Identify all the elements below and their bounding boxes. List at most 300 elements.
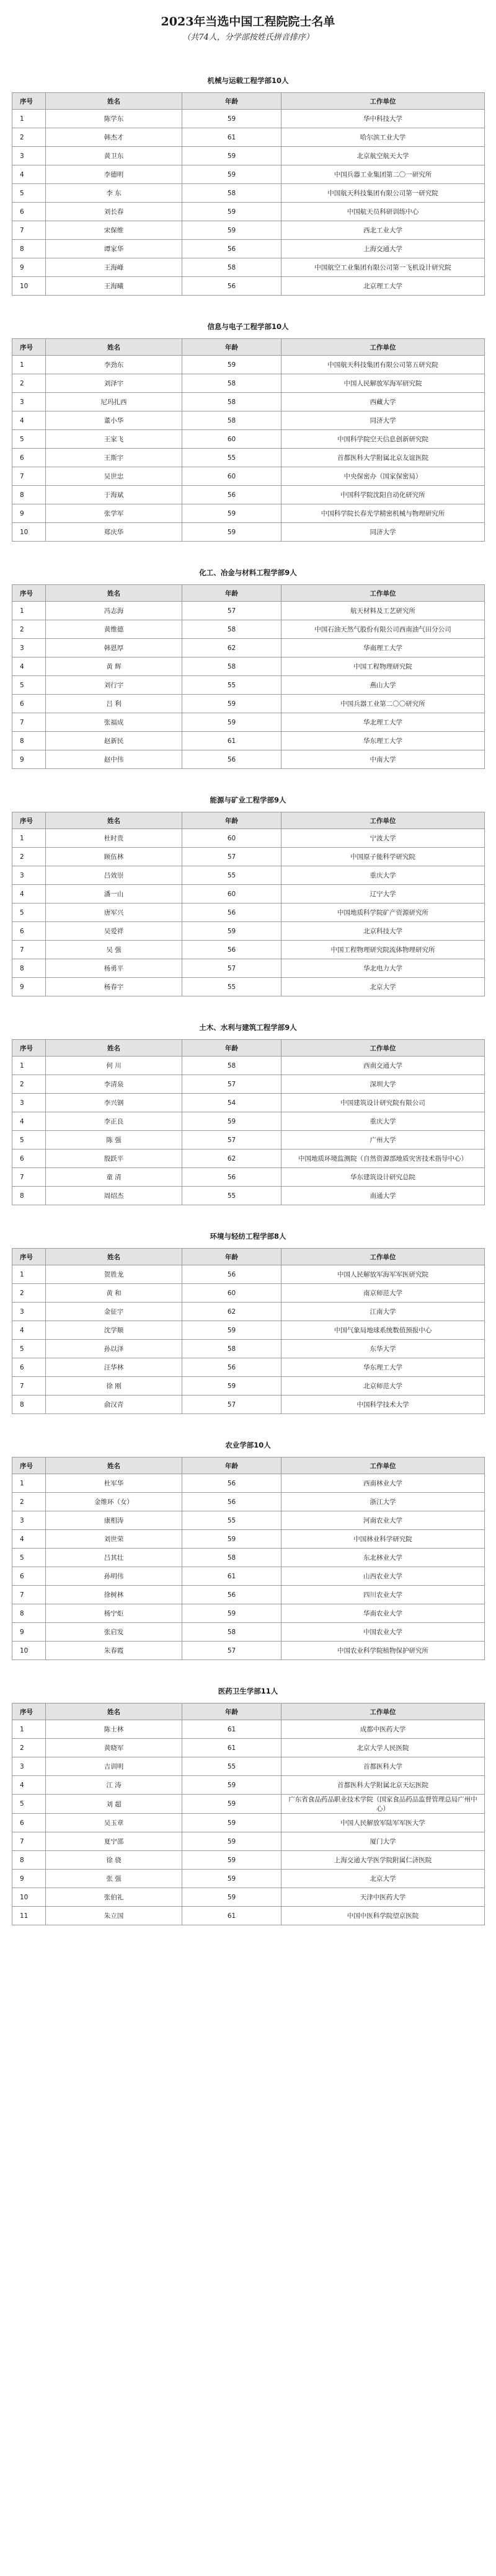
table-row [12,147,485,165]
table-header-row [12,93,485,110]
table-row [12,221,485,240]
member-org: 中国农业大学 [281,1623,485,1642]
header-org: 工作单位 [281,812,485,829]
member-age: 59 [182,713,281,732]
row-index: 2 [12,128,46,147]
member-name: 张学军 [46,504,182,523]
section-title: 化工、冶金与材料工程学部9人 [199,568,297,577]
member-age: 56 [182,277,281,296]
member-org: 河南农业大学 [281,1511,485,1530]
member-org: 中国科学院空天信息创新研究院 [281,430,485,449]
member-age: 58 [182,1623,281,1642]
member-org: 西南交通大学 [281,1057,485,1075]
member-age: 57 [182,848,281,866]
member-name: 冯志海 [46,602,182,620]
row-index: 5 [12,903,46,922]
member-name: 刘长春 [46,203,182,221]
row-index: 8 [12,240,46,258]
member-name: 张福成 [46,713,182,732]
table-row [12,1168,485,1187]
member-org: 中国原子能科学研究院 [281,848,485,866]
row-index: 10 [12,277,46,296]
member-org: 哈尔滨工业大学 [281,128,485,147]
member-name: 唐军兴 [46,903,182,922]
member-org: 北京理工大学 [281,277,485,296]
table-header-row [12,1703,485,1720]
member-age: 58 [182,258,281,277]
member-org: 华北电力大学 [281,959,485,978]
member-age: 55 [182,978,281,996]
member-name: 刘 超 [46,1795,182,1814]
row-index: 7 [12,1377,46,1396]
section-title: 机械与运载工程学部10人 [207,76,289,85]
member-org: 南通大学 [281,1187,485,1205]
member-org: 东北林业大学 [281,1549,485,1567]
member-age: 60 [182,829,281,848]
table-row [12,393,485,411]
row-index: 2 [12,1739,46,1757]
member-age: 54 [182,1094,281,1112]
member-age: 56 [182,750,281,769]
member-age: 57 [182,1131,281,1150]
row-index: 3 [12,1303,46,1321]
member-org: 首都医科大学附属北京友谊医院 [281,449,485,467]
member-org: 中国建筑设计研究院有限公司 [281,1094,485,1112]
table-row [12,903,485,922]
table-row [12,1340,485,1358]
member-org: 广州大学 [281,1131,485,1150]
table-row [12,128,485,147]
row-index: 1 [12,110,46,128]
member-name: 刘世荣 [46,1530,182,1549]
member-name: 谭家华 [46,240,182,258]
member-name: 吉训明 [46,1757,182,1776]
table-row [12,1094,485,1112]
header-age: 年龄 [182,1703,281,1720]
member-name: 贺胜龙 [46,1265,182,1284]
member-org: 北京航空航天大学 [281,147,485,165]
member-name: 赵中伟 [46,750,182,769]
member-org: 山西农业大学 [281,1567,485,1586]
member-age: 56 [182,1493,281,1511]
row-index: 4 [12,1321,46,1340]
table-row [12,467,485,486]
member-org: 重庆大学 [281,1112,485,1131]
row-index: 2 [12,1075,46,1094]
member-name: 杜时贵 [46,829,182,848]
header-index: 序号 [12,93,46,110]
member-age: 58 [182,620,281,639]
section [0,1231,496,1414]
member-org: 华东建筑设计研究总院 [281,1168,485,1187]
member-org: 中国兵器工业集团第二〇一研究所 [281,165,485,184]
member-name: 金维环（女） [46,1493,182,1511]
member-org: 四川农业大学 [281,1586,485,1604]
header-age: 年龄 [182,1457,281,1474]
member-org: 上海交通大学医学院附属仁济医院 [281,1851,485,1870]
member-org: 中国兵器工业第二〇〇研究所 [281,695,485,713]
member-age: 59 [182,165,281,184]
table-row [12,258,485,277]
member-name: 韩恩厚 [46,639,182,657]
member-age: 61 [182,1567,281,1586]
member-org: 中国工程物理研究院 [281,657,485,676]
header-index: 序号 [12,812,46,829]
member-age: 57 [182,1075,281,1094]
table-row [12,1567,485,1586]
member-age: 62 [182,1150,281,1168]
member-name: 徐树林 [46,1586,182,1604]
row-index: 3 [12,1757,46,1776]
row-index: 2 [12,1493,46,1511]
table-row [12,1057,485,1075]
table-row [12,1150,485,1168]
table-row [12,1131,485,1150]
row-index: 1 [12,1720,46,1739]
row-index: 2 [12,848,46,866]
member-name: 江 涛 [46,1776,182,1795]
header-index: 序号 [12,585,46,602]
row-index: 1 [12,829,46,848]
member-org: 中国航天科技集团有限公司第五研究院 [281,356,485,374]
member-name: 杜军华 [46,1474,182,1493]
member-org: 西南林业大学 [281,1474,485,1493]
member-name: 张 强 [46,1870,182,1888]
table-header-row [12,585,485,602]
header-index: 序号 [12,339,46,356]
row-index: 4 [12,1530,46,1549]
member-name: 孙以泽 [46,1340,182,1358]
member-org: 中国石油天然气股份有限公司西南油气田分公司 [281,620,485,639]
table-row [12,1832,485,1851]
row-index: 9 [12,504,46,523]
members-table [12,812,485,996]
row-index: 6 [12,922,46,941]
table-row [12,203,485,221]
member-name: 黄维德 [46,620,182,639]
row-index: 8 [12,732,46,750]
table-row [12,1265,485,1284]
section-title: 农业学部10人 [225,1441,271,1449]
row-index: 6 [12,1814,46,1832]
table-row [12,523,485,542]
member-name: 黄 辉 [46,657,182,676]
member-org: 广东省食品药品职业技术学院（国家食品药品监督管理总局广州中心） [281,1795,485,1814]
row-index: 1 [12,602,46,620]
table-row [12,374,485,393]
member-age: 58 [182,374,281,393]
row-index: 9 [12,1623,46,1642]
member-name: 李清泉 [46,1075,182,1094]
table-row [12,110,485,128]
member-org: 江南大学 [281,1303,485,1321]
member-org: 中国工程物理研究院流体物理研究所 [281,941,485,959]
table-row [12,602,485,620]
header-name: 姓名 [46,93,182,110]
member-org: 华东理工大学 [281,1358,485,1377]
table-row [12,1530,485,1549]
member-age: 57 [182,1396,281,1414]
member-age: 58 [182,1057,281,1075]
table-row [12,732,485,750]
member-org: 首都医科大学附属北京天坛医院 [281,1776,485,1795]
member-age: 59 [182,695,281,713]
row-index: 3 [12,866,46,885]
member-name: 韩杰才 [46,128,182,147]
member-org: 同济大学 [281,411,485,430]
row-index: 1 [12,1057,46,1075]
member-name: 杨宁炬 [46,1604,182,1623]
table-row [12,165,485,184]
member-age: 59 [182,1604,281,1623]
row-index: 1 [12,356,46,374]
table-row [12,277,485,296]
table-row [12,866,485,885]
row-index: 7 [12,1168,46,1187]
member-age: 58 [182,411,281,430]
member-org: 浙江大学 [281,1493,485,1511]
table-row [12,1623,485,1642]
member-org: 中国人民解放军海军军医研究院 [281,1265,485,1284]
header-name: 姓名 [46,1249,182,1265]
member-name: 尼玛扎西 [46,393,182,411]
row-index: 6 [12,1567,46,1586]
member-org: 中国气象局地球系统数值预报中心 [281,1321,485,1340]
member-name: 王海峰 [46,258,182,277]
member-age: 61 [182,1739,281,1757]
member-name: 杨春宇 [46,978,182,996]
table-row [12,1604,485,1623]
section [0,568,496,769]
member-name: 徐 骁 [46,1851,182,1870]
member-name: 李劲东 [46,356,182,374]
member-age: 58 [182,1549,281,1567]
member-name: 李 东 [46,184,182,203]
member-name: 康相涛 [46,1511,182,1530]
row-index: 2 [12,374,46,393]
table-row [12,1720,485,1739]
member-name: 刘泽宇 [46,374,182,393]
document-title: 2023年当选中国工程院院士名单 [161,15,335,29]
table-row [12,1888,485,1907]
table-row [12,1586,485,1604]
member-name: 王海曦 [46,277,182,296]
member-age: 55 [182,449,281,467]
row-index: 8 [12,1396,46,1414]
table-row [12,1493,485,1511]
member-org: 中国林业科学研究院 [281,1530,485,1549]
member-org: 华北理工大学 [281,713,485,732]
member-org: 中国地质环境监测院（自然资源部地质灾害技术指导中心） [281,1150,485,1168]
document-subtitle: （共74人，分学部按姓氏拼音排序） [182,33,314,42]
header-org: 工作单位 [281,585,485,602]
member-org: 同济大学 [281,523,485,542]
member-org: 宁波大学 [281,829,485,848]
members-table [12,1039,485,1205]
row-index: 5 [12,1131,46,1150]
header-index: 序号 [12,1457,46,1474]
member-org: 中国航天科技集团有限公司第一研究院 [281,184,485,203]
row-index: 4 [12,657,46,676]
member-name: 朱立国 [46,1907,182,1925]
member-name: 孙明伟 [46,1567,182,1586]
row-index: 3 [12,1094,46,1112]
row-index: 8 [12,1851,46,1870]
member-name: 张启发 [46,1623,182,1642]
table-row [12,1187,485,1205]
table-row [12,1284,485,1303]
member-age: 59 [182,110,281,128]
header-org: 工作单位 [281,93,485,110]
section-title: 环境与轻纺工程学部8人 [210,1232,286,1241]
table-row [12,1303,485,1321]
member-age: 56 [182,941,281,959]
member-age: 59 [182,1814,281,1832]
table-header-row [12,812,485,829]
row-index: 7 [12,941,46,959]
row-index: 4 [12,1112,46,1131]
member-age: 55 [182,866,281,885]
members-table [12,584,485,769]
header-name: 姓名 [46,585,182,602]
member-org: 西北工业大学 [281,221,485,240]
row-index: 9 [12,1870,46,1888]
member-name: 宋保维 [46,221,182,240]
member-name: 赵新民 [46,732,182,750]
section [0,1440,496,1660]
member-age: 61 [182,1907,281,1925]
header-name: 姓名 [46,339,182,356]
table-row [12,184,485,203]
header-name: 姓名 [46,1457,182,1474]
member-age: 56 [182,240,281,258]
table-row [12,1358,485,1377]
member-org: 中国人民解放军陆军军医大学 [281,1814,485,1832]
member-age: 59 [182,1530,281,1549]
row-index: 5 [12,1549,46,1567]
member-age: 59 [182,1112,281,1131]
member-name: 殷跃平 [46,1150,182,1168]
member-org: 中国科学院沈阳自动化研究所 [281,486,485,504]
section-title: 信息与电子工程学部10人 [207,322,289,331]
row-index: 5 [12,676,46,695]
member-org: 首都医科大学 [281,1757,485,1776]
row-index: 4 [12,885,46,903]
member-age: 59 [182,922,281,941]
member-name: 金征宇 [46,1303,182,1321]
member-org: 中国中医科学院望京医院 [281,1907,485,1925]
member-age: 59 [182,1377,281,1396]
section [0,322,496,542]
table-row [12,1511,485,1530]
header-org: 工作单位 [281,1703,485,1720]
member-org: 中国科学技术大学 [281,1396,485,1414]
row-index: 3 [12,639,46,657]
member-name: 陈 强 [46,1131,182,1150]
row-index: 3 [12,1511,46,1530]
member-name: 吴 强 [46,941,182,959]
table-row [12,504,485,523]
header-age: 年龄 [182,339,281,356]
table-row [12,430,485,449]
header-age: 年龄 [182,1249,281,1265]
members-table [12,92,485,296]
member-org: 北京大学人民医院 [281,1739,485,1757]
row-index: 7 [12,1832,46,1851]
table-row [12,1757,485,1776]
header-age: 年龄 [182,585,281,602]
member-org: 华东理工大学 [281,732,485,750]
table-row [12,620,485,639]
member-age: 58 [182,393,281,411]
member-name: 吴爱祥 [46,922,182,941]
member-name: 陈士林 [46,1720,182,1739]
header-org: 工作单位 [281,1249,485,1265]
table-header-row [12,1040,485,1057]
table-row [12,1549,485,1567]
table-row [12,1776,485,1795]
member-org: 华南理工大学 [281,639,485,657]
member-age: 59 [182,221,281,240]
member-age: 59 [182,1851,281,1870]
member-org: 中央保密办（国家保密局） [281,467,485,486]
member-age: 60 [182,467,281,486]
member-org: 北京师范大学 [281,1377,485,1396]
member-age: 57 [182,959,281,978]
member-name: 吕其壮 [46,1549,182,1567]
section [0,76,496,296]
member-age: 55 [182,1757,281,1776]
members-table [12,1703,485,1925]
member-age: 56 [182,1586,281,1604]
members-table [12,1248,485,1414]
member-name: 童 清 [46,1168,182,1187]
member-age: 59 [182,356,281,374]
row-index: 10 [12,1642,46,1660]
member-org: 厦门大学 [281,1832,485,1851]
members-table [12,338,485,542]
table-row [12,1112,485,1131]
member-org: 北京大学 [281,1870,485,1888]
member-org: 北京大学 [281,978,485,996]
member-age: 59 [182,523,281,542]
header-name: 姓名 [46,1040,182,1057]
member-org: 西藏大学 [281,393,485,411]
header-index: 序号 [12,1040,46,1057]
member-name: 沈学顺 [46,1321,182,1340]
table-header-row [12,339,485,356]
member-name: 于海斌 [46,486,182,504]
member-org: 中国航空工业集团有限公司第一飞机设计研究院 [281,258,485,277]
member-org: 航天材料及工艺研究所 [281,602,485,620]
member-name: 郑庆华 [46,523,182,542]
table-row [12,1321,485,1340]
member-name: 吕 利 [46,695,182,713]
table-row [12,1396,485,1414]
row-index: 5 [12,430,46,449]
table-row [12,1795,485,1814]
member-name: 朱春霞 [46,1642,182,1660]
table-row [12,676,485,695]
member-age: 57 [182,602,281,620]
member-age: 55 [182,1511,281,1530]
header-org: 工作单位 [281,339,485,356]
member-name: 李兴钢 [46,1094,182,1112]
member-org: 天津中医药大学 [281,1888,485,1907]
member-age: 55 [182,676,281,695]
table-row [12,657,485,676]
table-row [12,1814,485,1832]
